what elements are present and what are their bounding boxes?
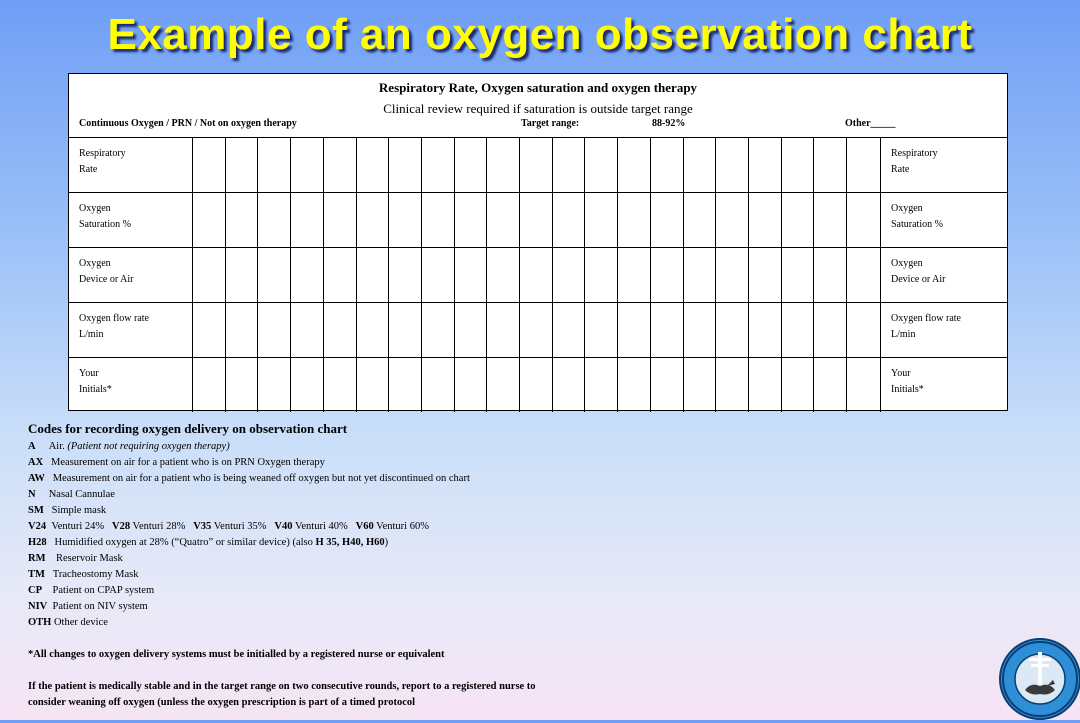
- observation-cell[interactable]: [715, 193, 749, 247]
- observation-cell[interactable]: [290, 193, 324, 247]
- observation-grid: [69, 138, 1007, 412]
- observation-cell[interactable]: [257, 248, 291, 302]
- observation-cell[interactable]: [290, 358, 324, 412]
- observation-cell[interactable]: [192, 358, 226, 412]
- code-venturi: V24 Venturi 24% V28 Venturi 28% V35 Venturi 35% V40 Venturi 40% V60 Venturi 60%: [28, 521, 429, 532]
- observation-cell[interactable]: [388, 303, 422, 357]
- observation-cell[interactable]: [388, 138, 422, 192]
- observation-cell[interactable]: [421, 358, 455, 412]
- observation-cell[interactable]: [388, 358, 422, 412]
- observation-cell[interactable]: [552, 138, 586, 192]
- row-label-left: Oxygen flow rate L/min: [79, 313, 149, 340]
- therapy-options: Continuous Oxygen / PRN / Not on oxygen therapy: [79, 118, 297, 129]
- row-label-left: Respiratory Rate: [79, 148, 126, 175]
- code-ax: AX Measurement on air for a patient who is on PRN Oxygen therapy: [28, 457, 325, 468]
- observation-cell[interactable]: [356, 303, 390, 357]
- observation-cell[interactable]: [650, 193, 684, 247]
- observation-cell[interactable]: [748, 138, 782, 192]
- observation-cell[interactable]: [617, 358, 651, 412]
- observation-cell[interactable]: [454, 358, 488, 412]
- row-label-right: Your Initials*: [891, 368, 924, 395]
- observation-cell[interactable]: [552, 303, 586, 357]
- initials-note: *All changes to oxygen delivery systems must be initialled by a registered nurse or equivalent: [28, 649, 445, 660]
- observation-cell[interactable]: [225, 303, 259, 357]
- observation-cell[interactable]: [421, 303, 455, 357]
- observation-cell[interactable]: [225, 358, 259, 412]
- observation-cell[interactable]: [486, 138, 520, 192]
- observation-cell[interactable]: [290, 248, 324, 302]
- observation-cell[interactable]: [323, 248, 357, 302]
- observation-cell[interactable]: [257, 303, 291, 357]
- chart-header-subtitle: Clinical review required if saturation is outside target range: [383, 101, 693, 116]
- observation-cell[interactable]: [323, 138, 357, 192]
- observation-cell[interactable]: [846, 303, 881, 357]
- row-oxygen-flow-rate: [69, 303, 1007, 358]
- observation-cell[interactable]: [486, 358, 520, 412]
- observation-cell[interactable]: [650, 248, 684, 302]
- codes-legend: [28, 421, 978, 711]
- observation-cell[interactable]: [813, 303, 847, 357]
- observation-cell[interactable]: [683, 138, 717, 192]
- observation-cell[interactable]: [813, 248, 847, 302]
- observation-cell[interactable]: [323, 193, 357, 247]
- observation-chart: [68, 73, 1008, 411]
- observation-cell[interactable]: [650, 358, 684, 412]
- observation-cell[interactable]: [225, 193, 259, 247]
- observation-cell[interactable]: [421, 248, 455, 302]
- observation-cell[interactable]: [846, 248, 881, 302]
- observation-cell[interactable]: [748, 248, 782, 302]
- observation-cell[interactable]: [584, 193, 618, 247]
- observation-cell[interactable]: [225, 248, 259, 302]
- observation-cell[interactable]: [257, 358, 291, 412]
- observation-cell[interactable]: [813, 358, 847, 412]
- observation-cell[interactable]: [192, 248, 226, 302]
- code-rm: RM Reservoir Mask: [28, 553, 123, 564]
- observation-cell[interactable]: [486, 193, 520, 247]
- observation-cell[interactable]: [421, 138, 455, 192]
- observation-cell[interactable]: [519, 138, 553, 192]
- observation-cell[interactable]: [781, 193, 815, 247]
- row-label-left: Oxygen Saturation %: [79, 203, 131, 230]
- observation-cell[interactable]: [519, 193, 553, 247]
- chart-header: [69, 74, 1007, 138]
- observation-cell[interactable]: [454, 138, 488, 192]
- bts-logo-icon: [999, 638, 1080, 720]
- observation-cell[interactable]: [846, 358, 881, 412]
- observation-cell[interactable]: [192, 138, 226, 192]
- observation-cell[interactable]: [356, 138, 390, 192]
- observation-cell[interactable]: [617, 193, 651, 247]
- row-label-left: Oxygen Device or Air: [79, 258, 134, 285]
- row-label-right: Oxygen Saturation %: [891, 203, 943, 230]
- row-label-right: Respiratory Rate: [891, 148, 938, 175]
- code-a: A Air. (Patient not requiring oxygen therapy): [28, 441, 230, 452]
- target-range-value: 88-92%: [652, 118, 686, 129]
- observation-cell[interactable]: [683, 193, 717, 247]
- observation-cell[interactable]: [421, 193, 455, 247]
- row-label-right: Oxygen flow rate L/min: [891, 313, 961, 340]
- observation-cell[interactable]: [454, 248, 488, 302]
- observation-cell[interactable]: [683, 248, 717, 302]
- observation-cell[interactable]: [748, 303, 782, 357]
- observation-cell[interactable]: [290, 303, 324, 357]
- observation-cell[interactable]: [748, 193, 782, 247]
- observation-cell[interactable]: [388, 193, 422, 247]
- observation-cell[interactable]: [584, 358, 618, 412]
- observation-cell[interactable]: [813, 193, 847, 247]
- observation-cell[interactable]: [813, 138, 847, 192]
- observation-cell[interactable]: [519, 358, 553, 412]
- observation-cell[interactable]: [388, 248, 422, 302]
- observation-cell[interactable]: [486, 303, 520, 357]
- code-cp: CP Patient on CPAP system: [28, 585, 155, 596]
- observation-cell[interactable]: [781, 138, 815, 192]
- observation-cell[interactable]: [650, 303, 684, 357]
- observation-cell[interactable]: [781, 248, 815, 302]
- observation-cell[interactable]: [192, 303, 226, 357]
- observation-cell[interactable]: [257, 138, 291, 192]
- observation-cell[interactable]: [715, 138, 749, 192]
- observation-cell[interactable]: [617, 248, 651, 302]
- row-label-right: Oxygen Device or Air: [891, 258, 946, 285]
- observation-cell[interactable]: [486, 248, 520, 302]
- codes-heading: Codes for recording oxygen delivery on observation chart: [28, 421, 348, 436]
- observation-cell[interactable]: [715, 248, 749, 302]
- observation-cell[interactable]: [290, 138, 324, 192]
- target-range-label: Target range:: [521, 118, 580, 129]
- observation-cell[interactable]: [846, 138, 881, 192]
- observation-cell[interactable]: [748, 358, 782, 412]
- code-sm: SM Simple mask: [28, 505, 107, 516]
- code-h28: H28 Humidified oxygen at 28% (“Quatro” or similar device) (also H 35, H40, H60): [28, 537, 389, 548]
- observation-cell[interactable]: [552, 358, 586, 412]
- row-oxygen-saturation: [69, 193, 1007, 248]
- observation-cell[interactable]: [846, 193, 881, 247]
- observation-cell[interactable]: [683, 303, 717, 357]
- observation-cell[interactable]: [781, 358, 815, 412]
- row-respiratory-rate: [69, 138, 1007, 193]
- other-field: Other_____: [845, 118, 896, 129]
- observation-cell[interactable]: [323, 358, 357, 412]
- observation-cell[interactable]: [617, 138, 651, 192]
- observation-cell[interactable]: [584, 138, 618, 192]
- code-oth: OTH Other device: [28, 617, 108, 628]
- slide-title: Example of an oxygen observation chart: [107, 10, 973, 59]
- observation-cell[interactable]: [192, 193, 226, 247]
- observation-cell[interactable]: [650, 138, 684, 192]
- observation-cell[interactable]: [323, 303, 357, 357]
- observation-cell[interactable]: [683, 358, 717, 412]
- observation-cell[interactable]: [584, 248, 618, 302]
- observation-cell[interactable]: [454, 193, 488, 247]
- code-niv: NIV Patient on NIV system: [28, 601, 148, 612]
- row-label-left: Your Initials*: [79, 368, 112, 395]
- observation-cell[interactable]: [257, 193, 291, 247]
- observation-cell[interactable]: [356, 358, 390, 412]
- observation-cell[interactable]: [552, 248, 586, 302]
- observation-cell[interactable]: [519, 303, 553, 357]
- observation-cell[interactable]: [781, 303, 815, 357]
- code-tm: TM Tracheostomy Mask: [28, 569, 139, 580]
- observation-cell[interactable]: [715, 303, 749, 357]
- observation-cell[interactable]: [454, 303, 488, 357]
- observation-cell[interactable]: [356, 193, 390, 247]
- weaning-note-line-1: If the patient is medically stable and in the target range on two consecutive rounds, report to a registered nurse to: [28, 681, 536, 692]
- observation-cell[interactable]: [584, 303, 618, 357]
- observation-cell[interactable]: [356, 248, 390, 302]
- row-initials: [69, 358, 1007, 412]
- observation-cell[interactable]: [225, 138, 259, 192]
- code-n: N Nasal Cannulae: [28, 489, 115, 500]
- weaning-note-line-2: consider weaning off oxygen (unless the oxygen prescription is part of a timed protocol: [28, 697, 416, 708]
- observation-cell[interactable]: [552, 193, 586, 247]
- observation-cell[interactable]: [519, 248, 553, 302]
- observation-cell[interactable]: [715, 358, 749, 412]
- observation-cell[interactable]: [617, 303, 651, 357]
- chart-header-title: Respiratory Rate, Oxygen saturation and oxygen therapy: [378, 80, 698, 95]
- code-aw: AW Measurement on air for a patient who is being weaned off oxygen but not yet discontinued on chart: [28, 473, 470, 484]
- row-oxygen-device: [69, 248, 1007, 303]
